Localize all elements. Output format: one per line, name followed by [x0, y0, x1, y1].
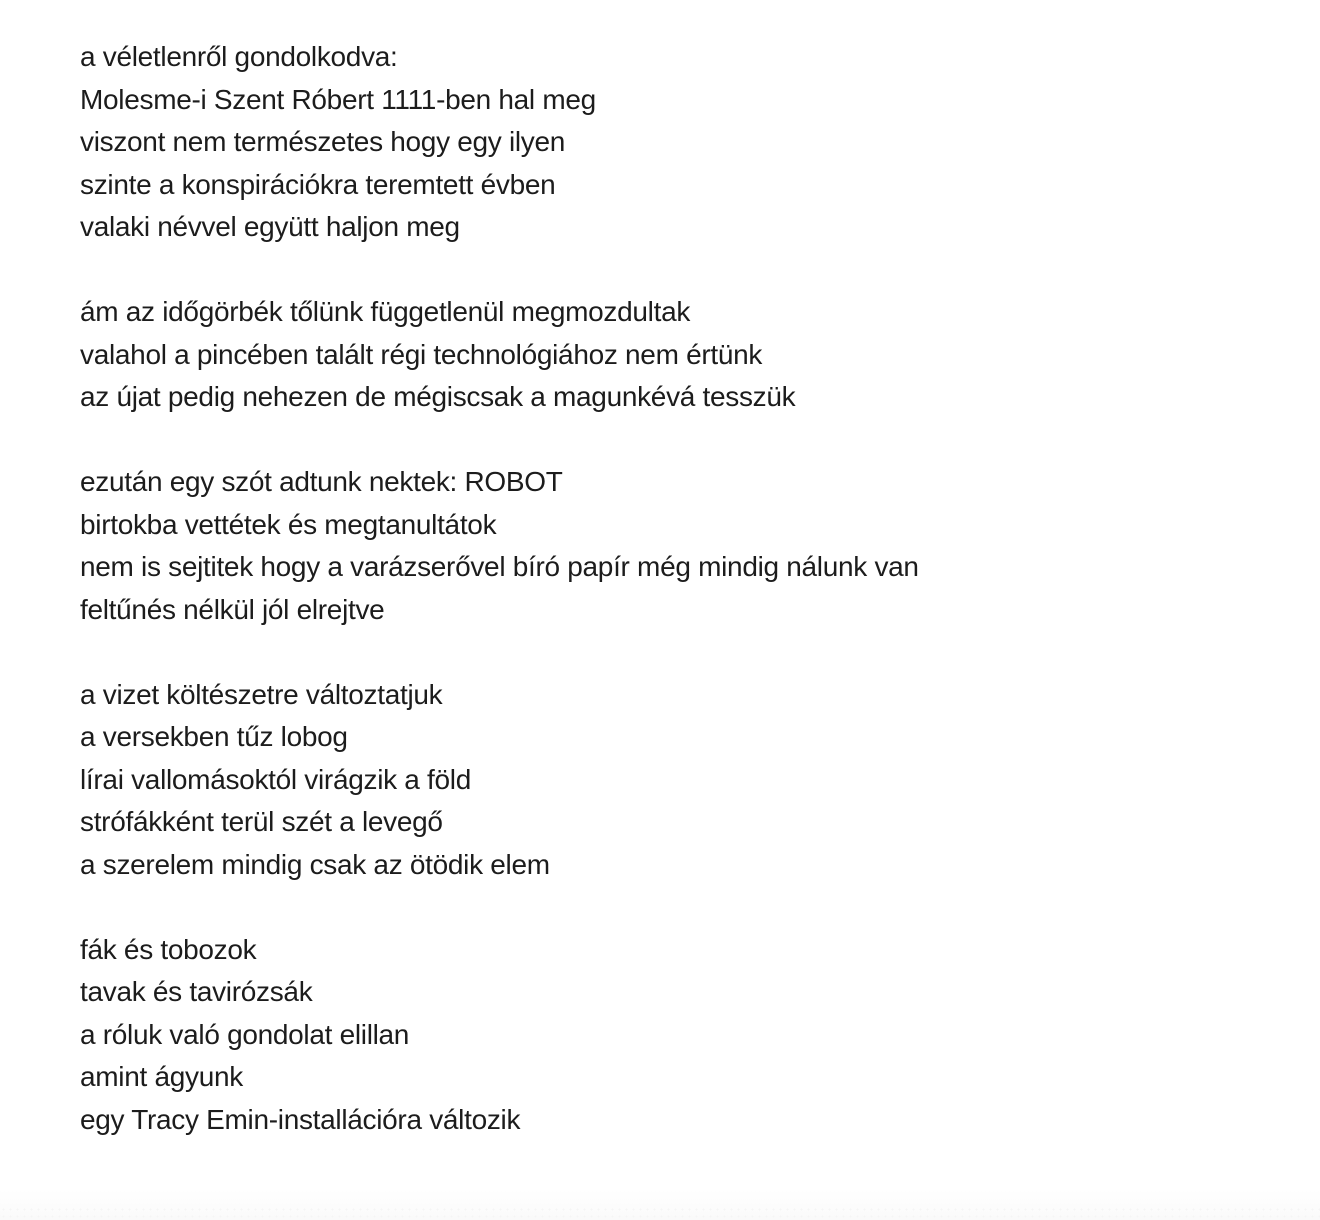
stanza-5 [80, 929, 1280, 1142]
poem-line: viszont nem természetes hogy egy ilyen [80, 126, 566, 157]
poem-line: nem is sejtitek hogy a varázserővel bíró papír még mindig nálunk van [80, 551, 919, 582]
stanza-4 [80, 674, 1280, 887]
poem-line: a róluk való gondolat elillan [80, 1018, 410, 1050]
poem-line: az újat pedig nehezen de mégiscsak a magunkévá tesszük [80, 381, 796, 412]
stanza-1 [80, 36, 1280, 249]
poem-line: a véletlenről gondolkodva: [80, 41, 398, 72]
page-bottom-edge [0, 1190, 1320, 1220]
poem-line: birtokba vettétek és megtanultátok [80, 508, 497, 540]
poem-line: szinte a konspirációkra teremtett évben [80, 168, 556, 200]
poem-line: a vizet költészetre változtatjuk [80, 678, 443, 710]
stanza-2 [80, 291, 1280, 419]
stanza-3 [80, 461, 1280, 631]
poem-line: a versekben tűz lobog [80, 721, 348, 752]
poem-line: ám az időgörbék tőlünk függetlenül megmozdultak [80, 296, 691, 327]
poem-line: Molesme-i Szent Róbert 1111-ben hal meg [80, 83, 596, 115]
poem-line: fák és tobozok [80, 933, 257, 965]
poem-line: a szerelem mindig csak az ötödik elem [80, 848, 550, 880]
poem-line: egy Tracy Emin-installációra változik [80, 1103, 521, 1135]
poem-line: lírai vallomásoktól virágzik a föld [80, 763, 471, 795]
poem-line: tavak és tavirózsák [80, 976, 313, 1007]
poem-line: valahol a pincében talált régi technológiához nem értünk [80, 338, 763, 370]
poem-line: feltűnés nélkül jól elrejtve [80, 593, 385, 625]
poem-line: ezután egy szót adtunk nektek: ROBOT [80, 466, 563, 497]
poem-line: valaki névvel együtt haljon meg [80, 211, 460, 242]
poem-line: amint ágyunk [80, 1061, 243, 1092]
poem-line: strófákként terül szét a levegő [80, 806, 443, 837]
